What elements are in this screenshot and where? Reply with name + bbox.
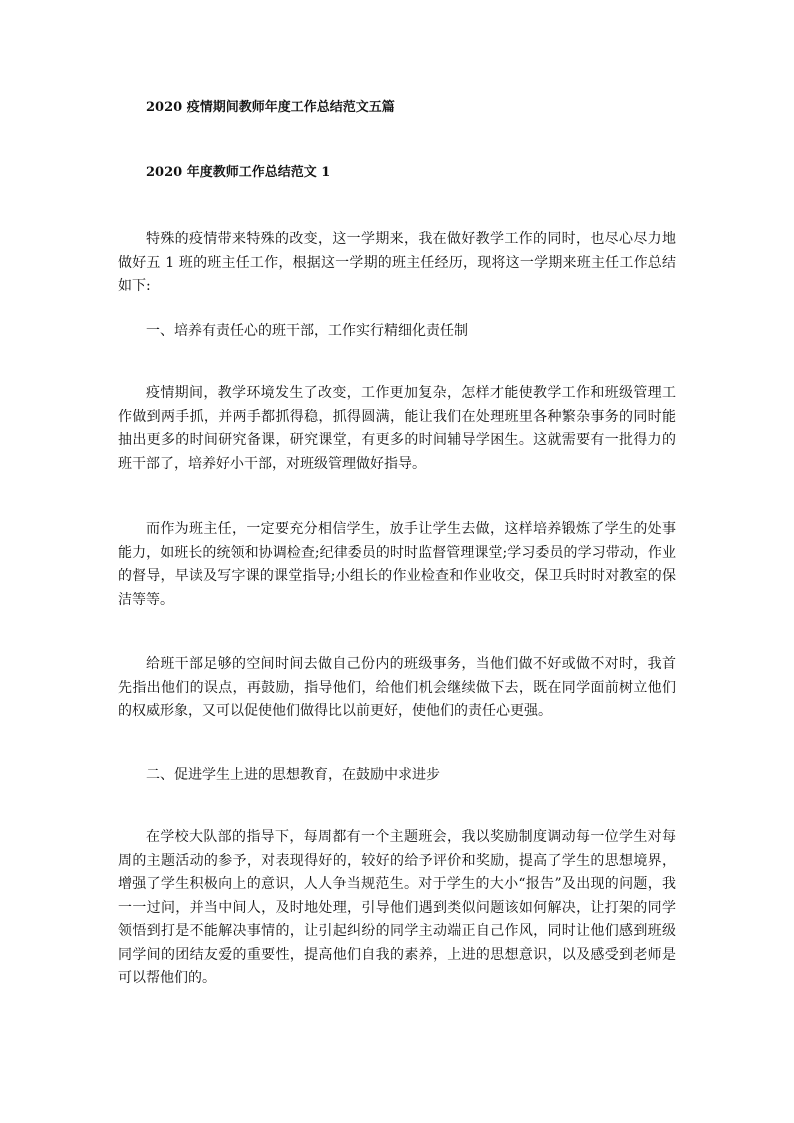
paragraph-1: 特殊的疫情带来特殊的改变，这一学期来，我在做好教学工作的同时，也尽心尽力地做好五 1 班的班主任工作，根据这一学期的班主任经历，现将这一学期来班主任工作总结如下: [118,231,676,294]
paragraph-3: 而作为班主任，一定要充分相信学生，放手让学生去做，这样培养锻炼了学生的处事能力，如班长的统领和协调检查;纪律委员的时时监督管理课堂;学习委员的学习带动，作业的督导，早读及写字课的课堂指导;小组长的作业检查和作业收交，保卫兵时时对教室的保洁等等。 [118,521,676,608]
document-title: 2020 疫情期间教师年度工作总结范文五篇 [146,100,395,115]
document-subtitle: 2020 年度教师工作总结范文 1 [146,165,331,180]
paragraph-4: 给班干部足够的空间时间去做自己份内的班级事务，当他们做不好或做不对时，我首先指出他们的误点，再鼓励，指导他们，给他们机会继续做下去，既在同学面前树立他们的权威形象，又可以促使他们做得比以前更好，使他们的责任心更强。 [118,656,676,719]
paragraph-2: 疫情期间，教学环境发生了改变，工作更加复杂，怎样才能使教学工作和班级管理工作做到两手抓，并两手都抓得稳，抓得圆满，能让我们在处理班里各种繁杂事务的同时能抽出更多的时间研究备课，研究课堂，有更多的时间辅导学困生。这就需要有一批得力的班干部了，培养好小干部，对班级管理做好指导。 [118,385,676,472]
paragraph-5: 在学校大队部的指导下，每周都有一个主题班会，我以奖励制度调动每一位学生对每周的主题活动的参予，对表现得好的，较好的给予评价和奖励，提高了学生的思想境界，增强了学生积极向上的意识，人人争当规范生。对于学生的大小“报告”及出现的问题，我一一过问，并当中间人，及时地处理，引导他们遇到类似问题该如何解决，让打架的同学领悟到打是不能解决事情的，让引起纠纷的同学主动端正自己作风，同时让他们感到班级同学间的团结友爱的重要性，提高他们自我的素养，上进的思想意识，以及感受到老师是可以帮他们的。 [118,829,676,986]
section-heading-2: 二、促进学生上进的思想教育，在鼓励中求进步 [146,767,440,783]
section-heading-1: 一、培养有责任心的班干部，工作实行精细化责任制 [146,323,468,339]
